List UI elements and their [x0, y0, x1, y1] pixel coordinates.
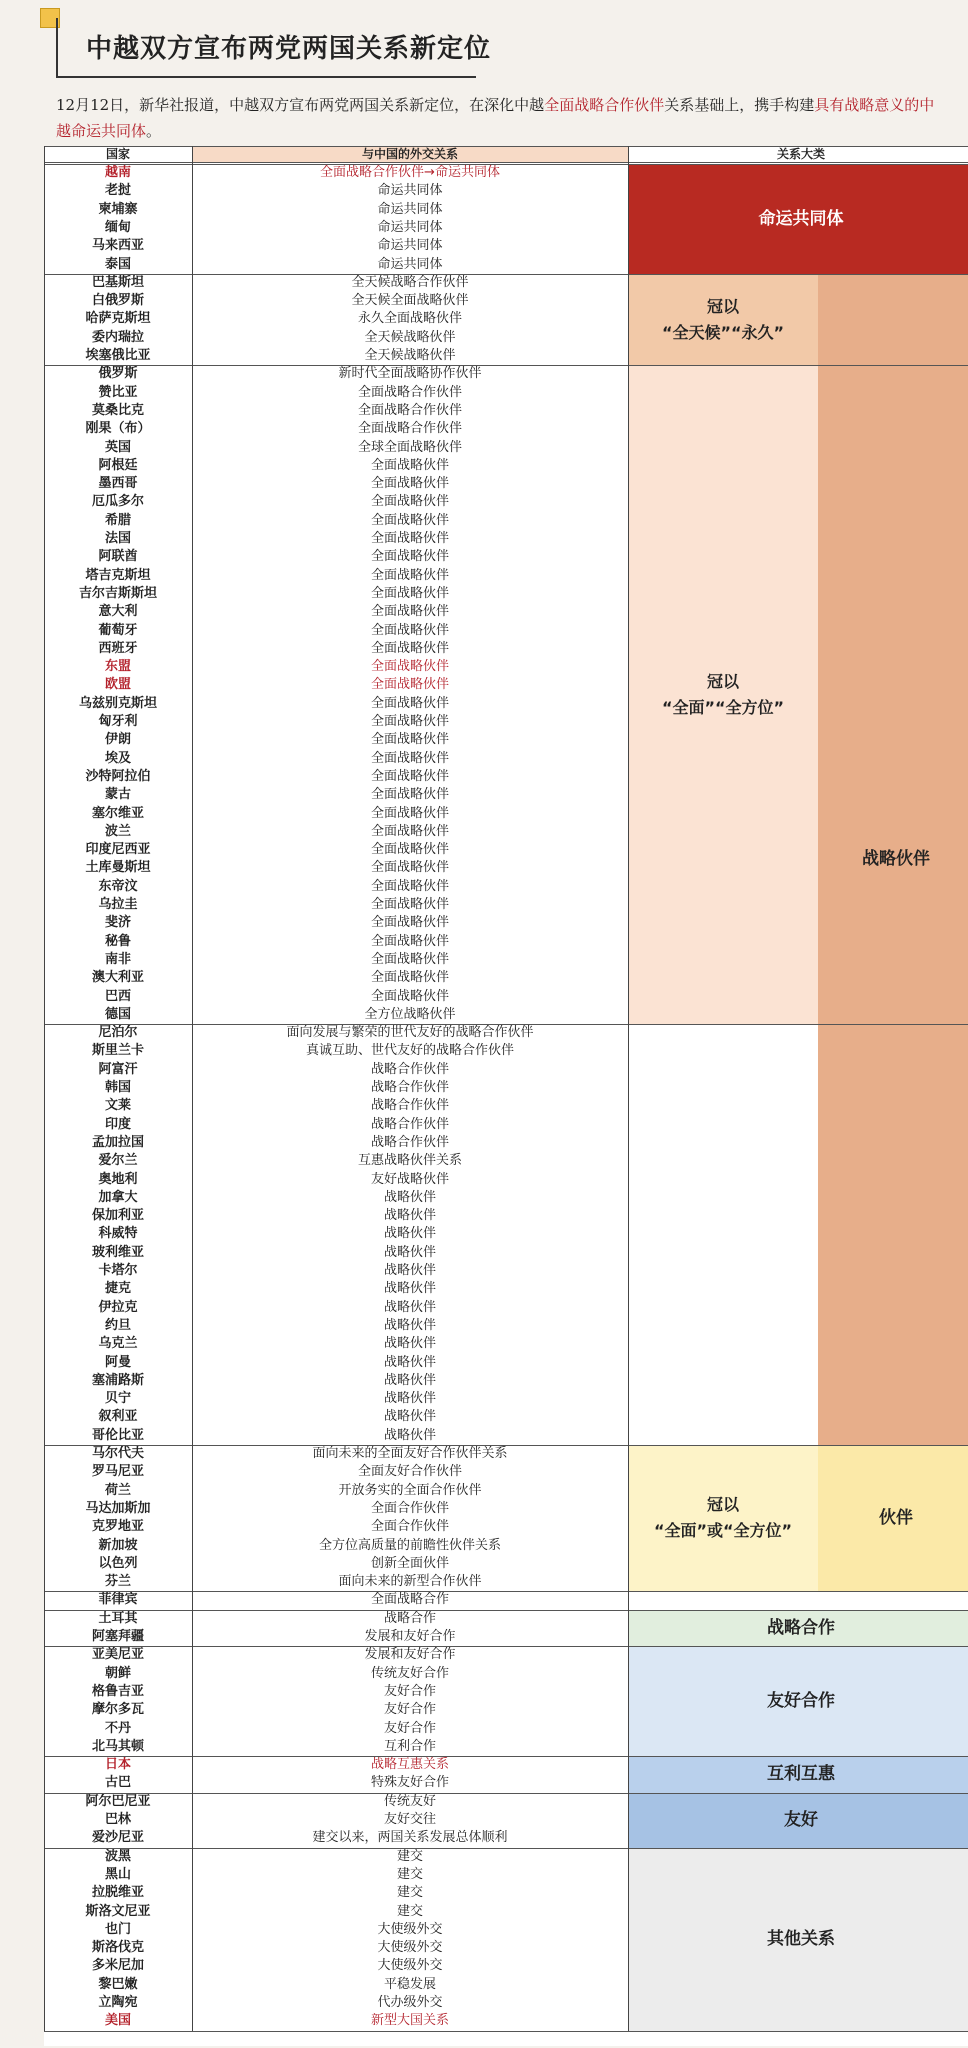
intro-highlight-1: 全面战略合作伙伴 — [544, 96, 665, 114]
country-cell: 哈萨克斯坦 — [85, 311, 151, 327]
country-cell: 法国 — [104, 531, 131, 546]
relation-cell: 面向未来的新型合作伙伴 — [338, 1574, 482, 1590]
relation-cell: 全面战略伙伴 — [370, 750, 449, 766]
category-community: 命运共同体 — [628, 164, 968, 274]
header-bottom-line — [44, 162, 968, 163]
country-cell: 芬兰 — [104, 1574, 131, 1590]
relation-cell: 平稳发展 — [383, 1976, 436, 1992]
relation-cell: 友好交往 — [383, 1812, 436, 1827]
relation-cell: 全面战略合作 — [370, 1592, 449, 1608]
country-cell: 塞浦路斯 — [91, 1372, 144, 1388]
allweather-prefix: 冠以 — [706, 296, 739, 316]
country-cell: 赞比亚 — [98, 384, 138, 400]
country-cell: 朝鲜 — [104, 1665, 131, 1681]
country-cell: 俄罗斯 — [98, 366, 138, 382]
country-cell: 埃塞俄比亚 — [85, 348, 151, 363]
relation-cell: 全面战略伙伴 — [370, 933, 449, 949]
allweather-label: “全天候”“永久” — [661, 322, 785, 342]
relation-cell: 全面战略合作伙伴 — [357, 384, 462, 400]
country-cell: 德国 — [104, 1006, 131, 1022]
relation-cell: 友好合作 — [383, 1683, 436, 1699]
relation-cell: 战略合作伙伴 — [370, 1098, 449, 1114]
country-cell: 斯里兰卡 — [91, 1043, 144, 1059]
country-cell: 厄瓜多尔 — [91, 494, 144, 510]
country-cell: 巴基斯坦 — [91, 274, 144, 290]
relation-cell: 全面战略伙伴 — [370, 897, 449, 912]
relation-cell: 传统友好合作 — [370, 1665, 449, 1681]
country-cell: 罗马尼亚 — [91, 1464, 144, 1480]
country-cell: 克罗地亚 — [91, 1519, 144, 1535]
country-cell: 乌兹别克斯坦 — [78, 695, 157, 711]
country-cell: 美国 — [104, 2013, 131, 2029]
country-cell: 多米尼加 — [91, 1958, 144, 1974]
relation-cell: 全方位战略伙伴 — [364, 1006, 456, 1022]
country-cell: 以色列 — [98, 1555, 138, 1571]
country-cell: 匈牙利 — [98, 714, 138, 729]
country-cell: 格鲁吉亚 — [91, 1683, 144, 1699]
country-cell: 东帝汶 — [98, 878, 138, 894]
relation-cell: 全面战略伙伴 — [370, 805, 449, 821]
country-cell: 吉尔吉斯斯坦 — [78, 585, 157, 601]
country-cell: 孟加拉国 — [91, 1134, 144, 1150]
country-cell: 文莱 — [104, 1098, 131, 1114]
category-partner: 伙伴 — [818, 1445, 968, 1591]
relation-cell: 战略伙伴 — [383, 1226, 436, 1242]
country-cell: 保加利亚 — [91, 1208, 144, 1224]
country-cell: 加拿大 — [98, 1189, 138, 1205]
relation-cell: 全面战略合作伙伴→命运共同体 — [320, 165, 500, 180]
country-cell: 新加坡 — [98, 1537, 138, 1553]
relation-cell: 战略伙伴 — [383, 1391, 436, 1407]
country-cell: 爱尔兰 — [98, 1153, 138, 1169]
country-cell: 也门 — [104, 1921, 131, 1937]
group-separator — [44, 274, 968, 275]
group-separator — [44, 1756, 968, 1757]
header-country: 国家 — [105, 147, 130, 161]
relation-cell: 命运共同体 — [377, 238, 443, 254]
country-cell: 日本 — [104, 1757, 131, 1773]
relation-cell: 全面合作伙伴 — [370, 1500, 449, 1516]
relation-cell: 全面战略伙伴 — [370, 714, 449, 729]
country-cell: 波兰 — [104, 823, 131, 839]
relation-cell: 面向未来的全面友好合作伙伴关系 — [312, 1446, 508, 1461]
country-cell: 欧盟 — [104, 677, 131, 693]
relation-cell: 战略伙伴 — [383, 1354, 436, 1370]
relation-cell: 大使级外交 — [377, 1921, 443, 1937]
category-other: 其他关系 — [628, 1848, 968, 2031]
relation-cell: 全面战略伙伴 — [370, 531, 449, 546]
relation-cell: 全面战略伙伴 — [370, 567, 449, 583]
country-cell: 荷兰 — [104, 1482, 131, 1498]
country-cell: 黑山 — [104, 1866, 131, 1882]
partner-label: “全面”或“全方位” — [653, 1521, 793, 1541]
country-cell: 菲律宾 — [98, 1592, 138, 1608]
country-cell: 玻利维亚 — [91, 1244, 144, 1260]
group-separator — [44, 1610, 968, 1611]
category-friendly-cooperation: 友好合作 — [628, 1646, 968, 1756]
relations-table — [44, 146, 968, 2046]
country-cell: 白俄罗斯 — [91, 293, 144, 309]
relation-cell: 建交 — [396, 1866, 423, 1882]
relation-cell: 战略伙伴 — [383, 1317, 436, 1333]
relation-cell: 全天候战略伙伴 — [364, 348, 456, 363]
country-cell: 墨西哥 — [98, 476, 138, 492]
relation-cell: 全面战略伙伴 — [370, 457, 449, 473]
country-cell: 西班牙 — [98, 640, 138, 656]
country-cell: 立陶宛 — [98, 1995, 138, 2010]
comprehensive-label: “全面”“全方位” — [661, 697, 785, 717]
relation-cell: 全面战略合作伙伴 — [357, 421, 462, 437]
country-cell: 缅甸 — [104, 219, 131, 235]
header-category: 关系大类 — [776, 147, 825, 161]
country-cell: 斐济 — [104, 915, 131, 931]
relation-cell: 建交 — [396, 1885, 423, 1901]
country-cell: 古巴 — [104, 1775, 131, 1791]
group-separator — [44, 2031, 968, 2032]
relation-cell: 全面战略伙伴 — [370, 878, 449, 894]
relation-cell: 战略合作伙伴 — [370, 1061, 449, 1077]
relation-cell: 全面战略伙伴 — [370, 842, 449, 858]
group-separator — [44, 1445, 968, 1446]
country-cell: 科威特 — [98, 1226, 138, 1242]
country-cell: 葡萄牙 — [98, 622, 138, 638]
group-separator — [44, 164, 968, 165]
relation-cell: 全方位高质量的前瞻性伙伴关系 — [318, 1537, 501, 1553]
relation-cell: 全面战略伙伴 — [370, 823, 449, 839]
relation-cell: 命运共同体 — [377, 219, 443, 235]
relation-cell: 大使级外交 — [377, 1940, 443, 1956]
country-cell: 阿根廷 — [98, 457, 138, 473]
relation-cell: 全面战略伙伴 — [370, 585, 449, 601]
intro-paragraph — [56, 92, 936, 144]
relation-cell: 全面战略伙伴 — [370, 970, 449, 986]
relation-cell: 建交以来，两国关系发展总体顺利 — [312, 1830, 508, 1846]
country-cell: 波黑 — [104, 1848, 131, 1864]
relation-cell: 全面战略伙伴 — [370, 695, 449, 711]
header-top-line — [44, 146, 968, 147]
relation-cell: 全面战略伙伴 — [370, 732, 449, 748]
intro-highlight-2: 具有战略意义的中越命运共同体 — [56, 96, 935, 140]
column-divider — [192, 146, 193, 2031]
country-cell: 乌克兰 — [98, 1336, 138, 1352]
country-cell: 韩国 — [104, 1080, 131, 1095]
category-strategic-partner: 战略伙伴 — [818, 274, 968, 1445]
country-cell: 莫桑比克 — [91, 402, 144, 418]
country-cell: 老挝 — [104, 183, 131, 199]
country-cell: 阿曼 — [104, 1354, 131, 1370]
category-comprehensive — [628, 365, 818, 1024]
intro-text-1: 12月12日，新华社报道，中越双方宣布两党两国关系新定位，在深化中越 — [56, 96, 545, 114]
country-cell: 秘鲁 — [104, 933, 131, 949]
relation-cell: 全天候全面战略伙伴 — [351, 293, 469, 309]
relation-cell: 战略伙伴 — [383, 1244, 436, 1260]
country-cell: 委内瑞拉 — [91, 329, 144, 345]
country-cell: 柬埔寨 — [98, 201, 138, 217]
country-cell: 乌拉圭 — [98, 897, 138, 912]
title-bracket-bottom — [56, 76, 476, 78]
relation-cell: 全面战略伙伴 — [370, 988, 449, 1004]
relation-cell: 全天候战略伙伴 — [364, 329, 456, 345]
relation-cell: 代办级外交 — [377, 1995, 443, 2010]
relation-cell: 创新全面伙伴 — [370, 1555, 449, 1571]
country-cell: 摩尔多瓦 — [91, 1702, 144, 1718]
relation-cell: 战略合作伙伴 — [370, 1116, 449, 1132]
country-cell: 沙特阿拉伯 — [85, 768, 151, 784]
relation-cell: 面向发展与繁荣的世代友好的战略合作伙伴 — [286, 1025, 534, 1041]
relation-cell: 全面合作伙伴 — [370, 1519, 449, 1535]
relation-cell: 战略合作伙伴 — [370, 1080, 449, 1095]
country-cell: 阿富汗 — [98, 1061, 138, 1077]
country-cell: 爱沙尼亚 — [91, 1830, 144, 1846]
country-cell: 意大利 — [98, 604, 138, 620]
category-strategic-cooperation: 战略合作 — [628, 1610, 968, 1647]
country-cell: 英国 — [104, 439, 131, 455]
title-bracket-left — [56, 18, 58, 78]
relation-cell: 战略伙伴 — [383, 1189, 436, 1205]
relation-cell: 友好合作 — [383, 1720, 436, 1736]
country-cell: 阿塞拜疆 — [91, 1629, 144, 1644]
relation-cell: 建交 — [396, 1903, 423, 1919]
relation-cell: 战略伙伴 — [383, 1409, 436, 1425]
relation-cell: 全面战略伙伴 — [370, 512, 449, 528]
relation-cell: 命运共同体 — [377, 183, 443, 199]
country-cell: 越南 — [104, 165, 131, 180]
relation-cell: 永久全面战略伙伴 — [357, 311, 462, 327]
relation-cell: 全天候战略合作伙伴 — [351, 274, 469, 290]
relation-cell: 新时代全面战略协作伙伴 — [338, 366, 482, 382]
relation-cell: 全面战略伙伴 — [370, 787, 449, 803]
country-cell: 约旦 — [104, 1317, 131, 1333]
country-cell: 埃及 — [104, 750, 131, 766]
relation-cell: 战略伙伴 — [383, 1281, 436, 1297]
category-allweather — [628, 274, 818, 366]
country-cell: 贝宁 — [104, 1391, 131, 1407]
relation-cell: 战略伙伴 — [383, 1208, 436, 1224]
group-separator — [44, 1591, 968, 1592]
country-cell: 哥伦比亚 — [91, 1427, 144, 1443]
country-cell: 北马其顿 — [91, 1738, 144, 1754]
country-cell: 东盟 — [104, 659, 131, 675]
category-mutual-benefit: 互利互惠 — [628, 1756, 968, 1793]
relation-cell: 建交 — [396, 1848, 423, 1864]
country-cell: 斯洛文尼亚 — [85, 1903, 151, 1919]
relation-cell: 战略伙伴 — [383, 1372, 436, 1388]
relation-cell: 互惠战略伙伴关系 — [357, 1153, 462, 1169]
column-divider — [44, 146, 45, 2031]
country-cell: 伊朗 — [104, 732, 131, 748]
category-partner-sub — [628, 1445, 818, 1591]
relation-cell: 开放务实的全面合作伙伴 — [338, 1482, 482, 1498]
column-divider — [628, 146, 629, 2031]
relation-cell: 全面战略伙伴 — [370, 476, 449, 492]
relation-cell: 战略合作伙伴 — [370, 1134, 449, 1150]
country-cell: 不丹 — [104, 1720, 131, 1736]
country-cell: 印度 — [104, 1116, 131, 1132]
title-box — [56, 18, 936, 64]
relation-cell: 战略互惠关系 — [370, 1757, 449, 1773]
relation-cell: 战略伙伴 — [383, 1427, 436, 1443]
country-cell: 阿尔巴尼亚 — [85, 1793, 151, 1809]
relation-cell: 战略合作 — [383, 1610, 436, 1626]
relation-cell: 发展和友好合作 — [364, 1629, 456, 1644]
relation-cell: 全面战略伙伴 — [370, 768, 449, 784]
country-cell: 斯洛伐克 — [91, 1940, 144, 1956]
relation-cell: 全面友好合作伙伴 — [357, 1464, 462, 1480]
country-cell: 阿联酋 — [98, 549, 138, 565]
group-separator — [44, 365, 968, 366]
group-separator — [44, 1646, 968, 1647]
relation-cell: 全面战略伙伴 — [370, 549, 449, 565]
relation-cell: 大使级外交 — [377, 1958, 443, 1974]
relation-cell: 全面战略伙伴 — [370, 640, 449, 656]
country-cell: 塞尔维亚 — [91, 805, 144, 821]
relation-cell: 全面战略伙伴 — [370, 860, 449, 876]
relation-cell: 全面战略伙伴 — [370, 677, 449, 693]
relation-cell: 全面战略伙伴 — [370, 494, 449, 510]
relation-cell: 战略伙伴 — [383, 1263, 436, 1278]
country-cell: 土库曼斯坦 — [85, 860, 151, 876]
country-cell: 马达加斯加 — [85, 1500, 151, 1516]
relation-cell: 新型大国关系 — [370, 2013, 449, 2029]
relation-cell: 战略伙伴 — [383, 1336, 436, 1352]
group-separator — [44, 1024, 968, 1025]
country-cell: 马来西亚 — [91, 238, 144, 254]
country-cell: 巴西 — [104, 988, 131, 1004]
relation-cell: 战略伙伴 — [383, 1299, 436, 1315]
country-cell: 黎巴嫩 — [98, 1976, 138, 1992]
country-cell: 奥地利 — [98, 1171, 138, 1187]
header-relation: 与中国的外交关系 — [192, 146, 628, 162]
country-cell: 亚美尼亚 — [91, 1647, 144, 1663]
country-cell: 叙利亚 — [98, 1409, 138, 1425]
country-cell: 刚果（布） — [85, 421, 151, 437]
country-cell: 卡塔尔 — [98, 1263, 138, 1278]
relation-cell: 全面战略伙伴 — [370, 622, 449, 638]
category-friendly: 友好 — [628, 1793, 968, 1848]
country-cell: 马尔代夫 — [91, 1446, 144, 1461]
page-title: 中越双方宣布两党两国关系新定位 — [86, 34, 492, 64]
group-separator — [44, 1793, 968, 1794]
country-cell: 希腊 — [104, 512, 131, 528]
relation-cell: 全面战略合作伙伴 — [357, 402, 462, 418]
country-cell: 土耳其 — [98, 1610, 138, 1626]
relation-cell: 全面战略伙伴 — [370, 659, 449, 675]
relation-cell: 真诚互助、世代友好的战略合作伙伴 — [305, 1043, 514, 1059]
relation-cell: 特殊友好合作 — [370, 1775, 449, 1791]
partner-prefix: 冠以 — [706, 1495, 739, 1515]
relation-cell: 传统友好 — [383, 1793, 436, 1809]
country-cell: 印度尼西亚 — [85, 842, 151, 858]
relation-cell: 互利合作 — [383, 1738, 436, 1754]
relation-cell: 友好战略伙伴 — [370, 1171, 449, 1187]
intro-text-3: 。 — [146, 122, 162, 140]
group-separator — [44, 1848, 968, 1849]
country-cell: 塔吉克斯坦 — [85, 567, 151, 583]
country-cell: 尼泊尔 — [98, 1025, 138, 1041]
relation-cell: 命运共同体 — [377, 201, 443, 217]
relation-cell: 发展和友好合作 — [364, 1647, 456, 1663]
relation-cell: 全球全面战略伙伴 — [357, 439, 462, 455]
comprehensive-prefix: 冠以 — [706, 671, 739, 691]
country-cell: 伊拉克 — [98, 1299, 138, 1315]
country-cell: 南非 — [104, 951, 131, 967]
relation-cell: 命运共同体 — [377, 256, 443, 272]
country-cell: 澳大利亚 — [91, 970, 144, 986]
relation-cell: 全面战略伙伴 — [370, 604, 449, 620]
country-cell: 捷克 — [104, 1281, 131, 1297]
country-cell: 巴林 — [104, 1812, 131, 1827]
intro-text-2: 关系基础上，携手构建 — [664, 96, 815, 114]
relation-cell: 友好合作 — [383, 1702, 436, 1718]
country-cell: 拉脱维亚 — [91, 1885, 144, 1901]
country-cell: 泰国 — [104, 256, 131, 272]
relation-cell: 全面战略伙伴 — [370, 951, 449, 967]
country-cell: 蒙古 — [104, 787, 131, 803]
relation-cell: 全面战略伙伴 — [370, 915, 449, 931]
